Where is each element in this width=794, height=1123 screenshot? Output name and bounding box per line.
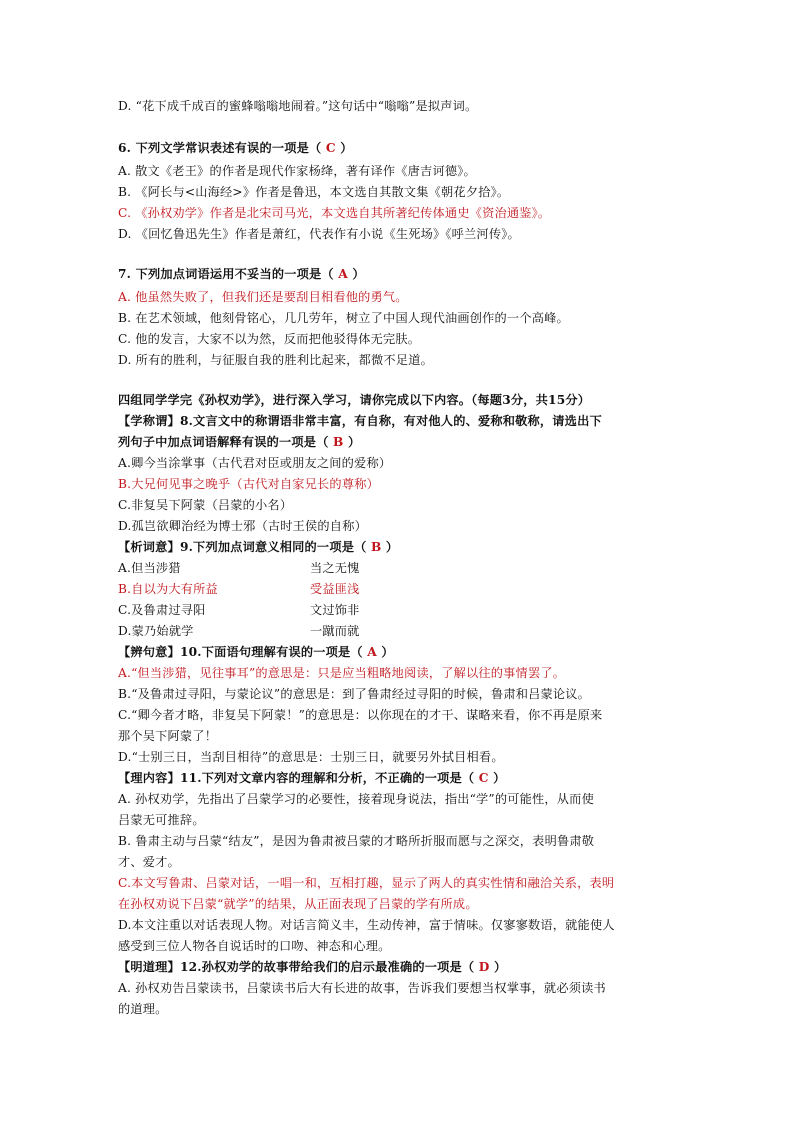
q12-option-a-line1: A. 孙权劝告吕蒙读书，吕蒙读书后大有长进的故事，告诉我们要想当权掌事，就必须读书: [118, 981, 606, 995]
q10-stem: [118, 644, 394, 660]
q8-answer: B: [333, 435, 344, 449]
q11-answer: C: [478, 771, 489, 785]
q10-stem-close: ）: [381, 645, 394, 659]
q9-row-b-right: 受益匪浅: [310, 582, 360, 596]
q12-stem-text: 12.孙权劝学的故事带给我们的启示最准确的一项是（: [179, 960, 475, 974]
q7-stem: [118, 266, 365, 282]
q11-option-d-line2: 感受到三位人物各自说话时的口吻、神态和心理。: [118, 939, 391, 953]
q12-stem: [118, 959, 506, 975]
q8-option-b: B.大兄何见事之晚乎（古代对自家兄长的尊称）: [118, 477, 379, 491]
q10-option-c-line1: C.“卿今者才略，非复吴下阿蒙！”的意思是：以你现在的才干、谋略来看，你不再是原来: [118, 708, 603, 722]
q9-row-a-right: 当之无愧: [310, 561, 360, 575]
q11-tag: 【理内容】: [118, 771, 180, 785]
q8-option-a: A.卿今当涂掌事（古代君对臣或朋友之间的爱称）: [118, 456, 392, 470]
q11-option-c-line1: C.本文写鲁肃、吕蒙对话，一唱一和，互相打趣，显示了两人的真实性情和融洽关系，表明: [118, 876, 615, 890]
q9-stem: [118, 539, 398, 555]
q8-stem-line2: [118, 434, 360, 450]
q12-stem-close: ）: [493, 960, 507, 974]
q6-option-d: D. 《回忆鲁迅先生》作者是萧红，代表作有小说《生死场》《呼兰河传》。: [118, 227, 520, 241]
q6-answer: C: [325, 141, 336, 155]
q9-row-a: [118, 560, 678, 576]
q8-stem2: 列句子中加点词语解释有误的一项是（: [118, 435, 329, 449]
q10-stem-text: 10.下面语句理解有误的一项是（: [179, 645, 363, 659]
q7-option-d: D. 所有的胜利，与征服自我的胜利比起来，都微不足道。: [118, 353, 433, 367]
q7-answer: A: [338, 267, 348, 281]
q9-stem-close: ）: [385, 540, 399, 554]
q10-option-d: D.“士别三日，当刮目相待”的意思是：士别三日，就要另外拭目相看。: [118, 750, 504, 764]
q9-row-b: [118, 581, 678, 597]
q9-row-d-left: D.蒙乃始就学: [118, 624, 194, 638]
q11-option-b-line2: 才、爱才。: [118, 855, 180, 869]
q11-option-b-line1: B. 鲁肃主动与吕蒙“结友”，是因为鲁肃被吕蒙的才略所折服而愿与之深交，表明鲁肃敬: [118, 834, 595, 848]
q10-answer: A: [367, 645, 377, 659]
q10-tag: 【辨句意】: [118, 645, 180, 659]
q7-option-a: A. 他虽然失败了，但我们还是要刮目相看他的勇气。: [118, 290, 408, 304]
q7-option-b: B. 在艺术领域，他刻骨铭心，几几劳年，树立了中国人现代油画创作的一个高峰。: [118, 311, 569, 325]
q7-stem-close: ）: [352, 267, 365, 281]
q7-option-c: C. 他的发言，大家不以为然，反而把他驳得体无完肤。: [118, 332, 421, 346]
q9-row-c-left: C.及鲁肃过寻阳: [118, 603, 206, 617]
q10-option-c-line2: 那个吴下阿蒙了！: [118, 729, 218, 743]
q10-option-b: B.“及鲁肃过寻阳，与蒙论议”的意思是：到了鲁肃经过寻阳的时候，鲁肃和吕蒙论议。: [118, 687, 591, 701]
q8-stem1: 8.文言文中的称谓语非常丰富，有自称，有对他人的、爱称和敬称，请选出下: [179, 414, 602, 428]
q8-tag: 【学称谓】: [118, 414, 180, 428]
q6-stem: [118, 140, 353, 156]
q8-stem-line1: [118, 413, 602, 429]
q9-tag: 【析词意】: [118, 540, 180, 554]
q11-stem-close: ）: [493, 771, 506, 785]
q7-stem-text: 7. 下列加点词语运用不妥当的一项是（: [118, 267, 334, 281]
q11-stem: [118, 770, 505, 786]
section-intro: 四组同学学完《孙权劝学》，进行深入学习，请你完成以下内容。（每题3分，共15分）: [118, 393, 591, 407]
q12-answer: D: [478, 960, 490, 974]
q11-option-d-line1: D.本文注重以对话表现人物。对话言简义丰，生动传神，富于情味。仅寥寥数语，就能使人: [118, 918, 615, 932]
q8-stem-close: ）: [348, 435, 361, 449]
q9-stem-text: 9.下列加点词意义相同的一项是（: [179, 540, 367, 554]
q12-tag: 【明道理】: [118, 960, 180, 974]
q9-row-a-left: A.但当涉猎: [118, 561, 181, 575]
q6-option-c: C. 《孙权劝学》作者是北宋司马光，本文选自其所著纪传体通史《资治通鉴》。: [118, 206, 551, 220]
q9-row-c: [118, 602, 678, 618]
q6-stem-text: 6. 下列文学常识表述有误的一项是（: [118, 141, 322, 155]
q8-option-d: D.孤岂欲卿治经为博士邪（古时王侯的自称）: [118, 519, 367, 533]
q9-row-d-right: 一蹴而就: [310, 624, 360, 638]
q9-row-b-left: B.自以为大有所益: [118, 582, 218, 596]
q11-option-a-line1: A. 孙权劝学，先指出了吕蒙学习的必要性，接着现身说法，指出“学”的可能性，从而使: [118, 792, 594, 806]
q6-option-b: B. 《阿长与<山海经>》作者是鲁迅，本文选自其散文集《朝花夕拾》。: [118, 185, 510, 199]
q11-option-c-line2: 在孙权劝说下吕蒙“就学”的结果，从正面表现了吕蒙的学有所成。: [118, 897, 478, 911]
q9-row-c-right: 文过饰非: [310, 603, 360, 617]
q6-stem-close: ）: [340, 141, 353, 155]
q9-answer: B: [370, 540, 382, 554]
q9-row-d: [118, 623, 678, 639]
q11-stem-text: 11.下列对文章内容的理解和分析，不正确的一项是（: [179, 771, 475, 785]
q12-option-a-line2: 的道理。: [118, 1002, 168, 1016]
q11-option-a-line2: 吕蒙无可推辞。: [118, 813, 205, 827]
q10-option-a: A.“但当涉猎，见往事耳”的意思是：只是应当粗略地阅读，了解以往的事情罢了。: [118, 666, 566, 680]
q8-option-c: C.非复吴下阿蒙（吕蒙的小名）: [118, 498, 293, 512]
q6-option-a: A. 散文《老王》的作者是现代作家杨绛，著有译作《唐吉诃德》。: [118, 164, 476, 178]
q5-option-d: D. “花下成千成百的蜜蜂嗡嗡地闹着。”这句话中“嗡嗡”是拟声词。: [118, 99, 478, 113]
